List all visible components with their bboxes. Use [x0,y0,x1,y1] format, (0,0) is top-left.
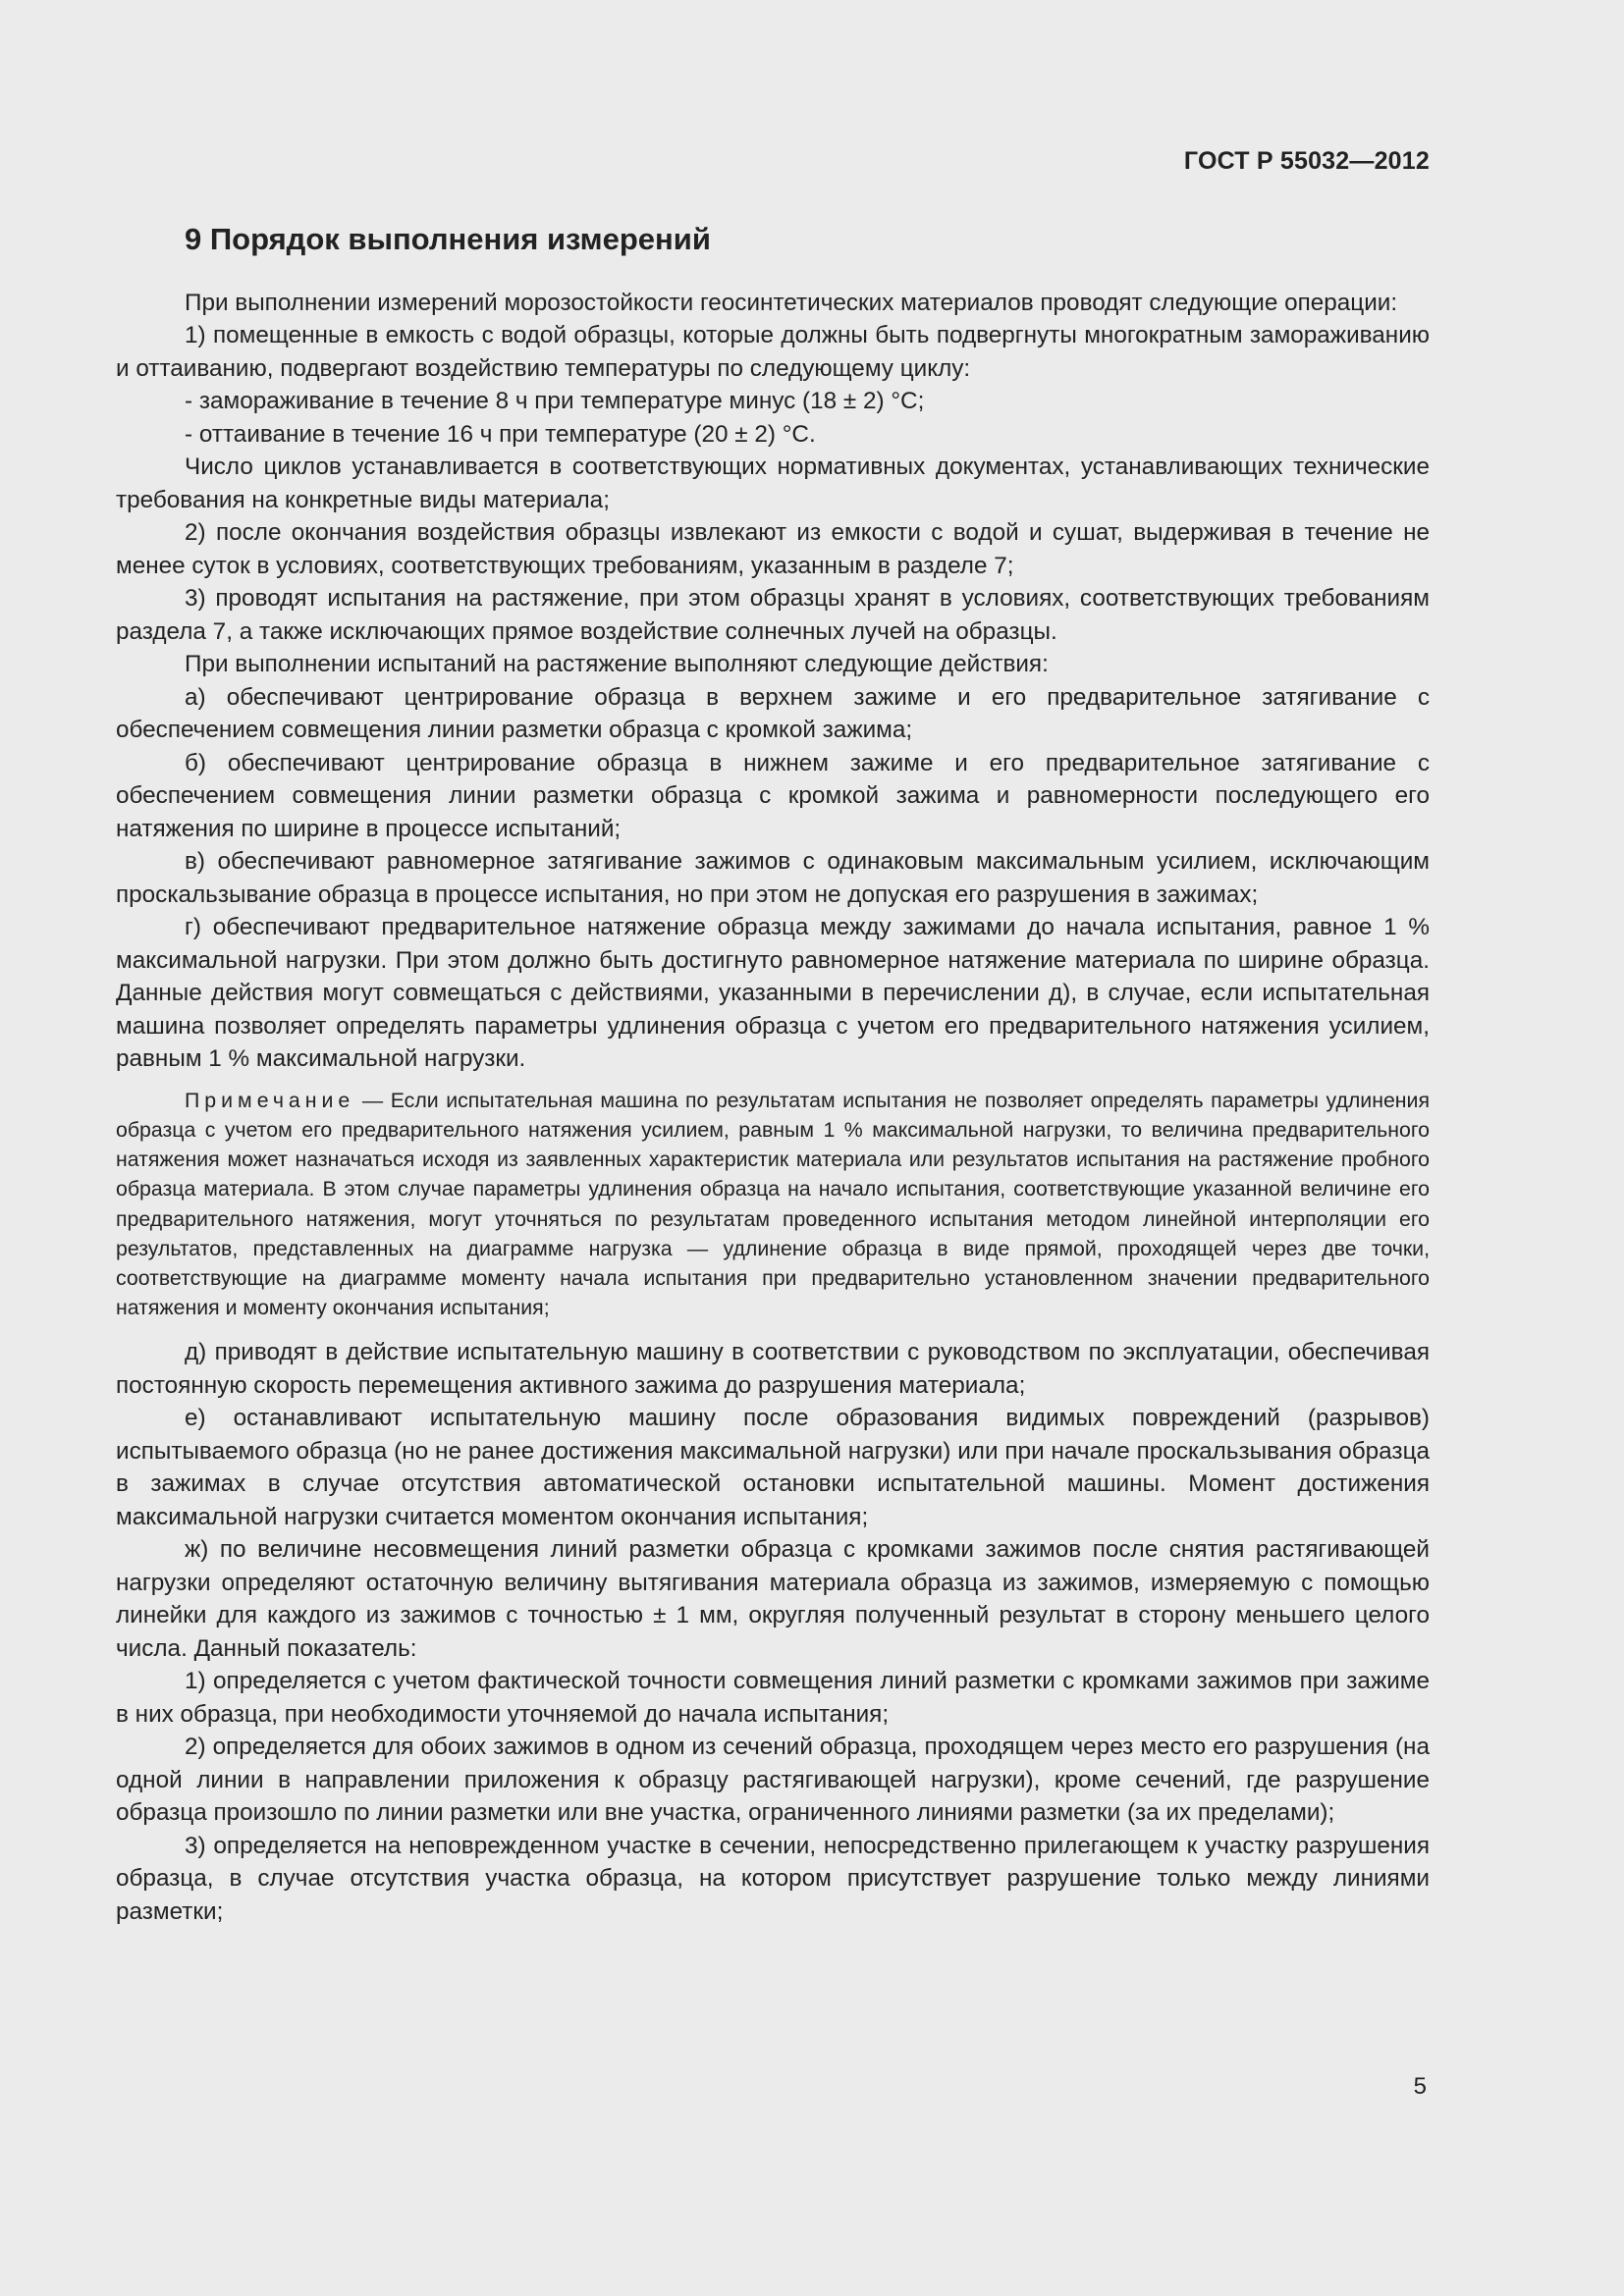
paragraph: 1) помещенные в емкость с водой образцы, которые должны быть подвергнуты многократным замораживанию и оттаиванию, подвергают воздействию температуры по следующему циклу: [116,322,1430,382]
paragraph: е) останавливают испытательную машину после образования видимых повреждений (разрывов) испытываемого образца (но не ранее достижения максимальной нагрузки) или при начале проскальзывания образца в зажимах в случае отсутствия автоматической остановки испытательной машины. Момент достижения максимальной нагрузки считается моментом окончания испытания; [116,1405,1430,1530]
paragraph: д) приводят в действие испытательную машину в соответствии с руководством по эксплуатации, обеспечивая постоянную скорость перемещения активного зажима до разрушения материала; [116,1339,1430,1399]
paragraph: г) обеспечивают предварительное натяжение образца между зажимами до начала испытания, равное 1 % максимальной нагрузки. При этом должно быть достигнуто равномерное натяжение материала по ширине образца. Данные действия могут совмещаться с действиями, указанными в перечислении д), в случае, если испытательная машина позволяет определять параметры удлинения образца с учетом его предварительного натяжения усилием, равным 1 % максимальной нагрузки. [116,914,1430,1073]
paragraph: При выполнении измерений морозостойкости геосинтетических материалов проводят следующие операции: [185,289,1398,316]
note-dash: — [354,1088,391,1112]
page-number: 5 [1413,2073,1427,2100]
paragraph: ж) по величине несовмещения линий разметки образца с кромками зажимов после снятия растягивающей нагрузки определяют остаточную величину вытягивания материала образца из зажимов, измеряемую с помощью линейки для каждого из зажимов с точностью ± 1 мм, округляя полученный результат в сторону меньшего целого числа. Данный показатель: [116,1536,1430,1662]
paragraph: Число циклов устанавливается в соответствующих нормативных документах, устанавливающих технические требования на конкретные виды материала; [116,454,1430,513]
section-title: 9 Порядок выполнения измерений [185,222,711,256]
note-text: Если испытательная машина по результатам испытания не позволяет определять параметры удлинения образца с учетом его предварительного натяжения усилием, равным 1 % максимальной нагрузки, то величина предварительного натяжения может назначаться исходя из заявленных характеристик материала или результатов испытания на растяжение пробного образца материала. В этом случае параметры удлинения образца на начало испытания, соответствующие указанной величине его предварительного натяжения, могут уточняться по результатам проведенного испытания методом линейной интерполяции его результатов, представленных на диаграмме нагрузка — удлинение образца в виде прямой, проходящей через две точки, соответствующие на диаграмме моменту начала испытания при предварительно установленном значении предварительного натяжения и моменту окончания испытания; [116,1088,1430,1320]
document-code-header: ГОСТ Р 55032—2012 [1183,147,1430,175]
page-content [116,221,1430,1928]
paragraph: При выполнении испытаний на растяжение выполняют следующие действия: [185,651,1049,678]
paragraph: 2) после окончания воздействия образцы извлекают из емкости с водой и сушат, выдерживая в течение не менее суток в условиях, соответствующих требованиям, указанным в разделе 7; [116,519,1430,579]
paragraph: а) обеспечивают центрирование образца в верхнем зажиме и его предварительное затягивание с обеспечением совмещения линии разметки образца с кромкой зажима; [116,683,1430,744]
paragraph: б) обеспечивают центрирование образца в нижнем зажиме и его предварительное затягивание с обеспечением совмещения линии разметки образца с кромкой зажима и равномерности последующего его натяжения по ширине в процессе испытаний; [116,749,1430,842]
paragraph: 3) определяется на неповрежденном участке в сечении, непосредственно прилегающем к участку разрушения образца, в случае отсутствия участка образца, на котором присутствует разрушение только между линиями разметки; [116,1832,1430,1925]
paragraph: - замораживание в течение 8 ч при температуре минус (18 ± 2) °С; [185,388,925,415]
paragraph: - оттаивание в течение 16 ч при температуре (20 ± 2) °С. [185,420,816,448]
paragraph: 3) проводят испытания на растяжение, при этом образцы хранят в условиях, соответствующих требованиям раздела 7, а также исключающих прямое воздействие солнечных лучей на образцы. [116,585,1430,645]
paragraph: 1) определяется с учетом фактической точности совмещения линий разметки с кромками зажимов при зажиме в них образца, при необходимости уточняемой до начала испытания; [116,1668,1430,1728]
note-label: Примечание [185,1088,355,1112]
paragraph: в) обеспечивают равномерное затягивание зажимов с одинаковым максимальным усилием, исключающим проскальзывание образца в процессе испытания, но при этом не допуская его разрушения в зажимах; [116,848,1430,908]
paragraph: 2) определяется для обоих зажимов в одном из сечений образца, проходящем через место его разрушения (на одной линии в направлении приложения к образцу растягивающей нагрузки), кроме сечений, где разрушение образца произошло по линии разметки или вне участка, ограниченного линиями разметки (за их пределами); [116,1734,1430,1827]
note-block [116,1086,1430,1323]
